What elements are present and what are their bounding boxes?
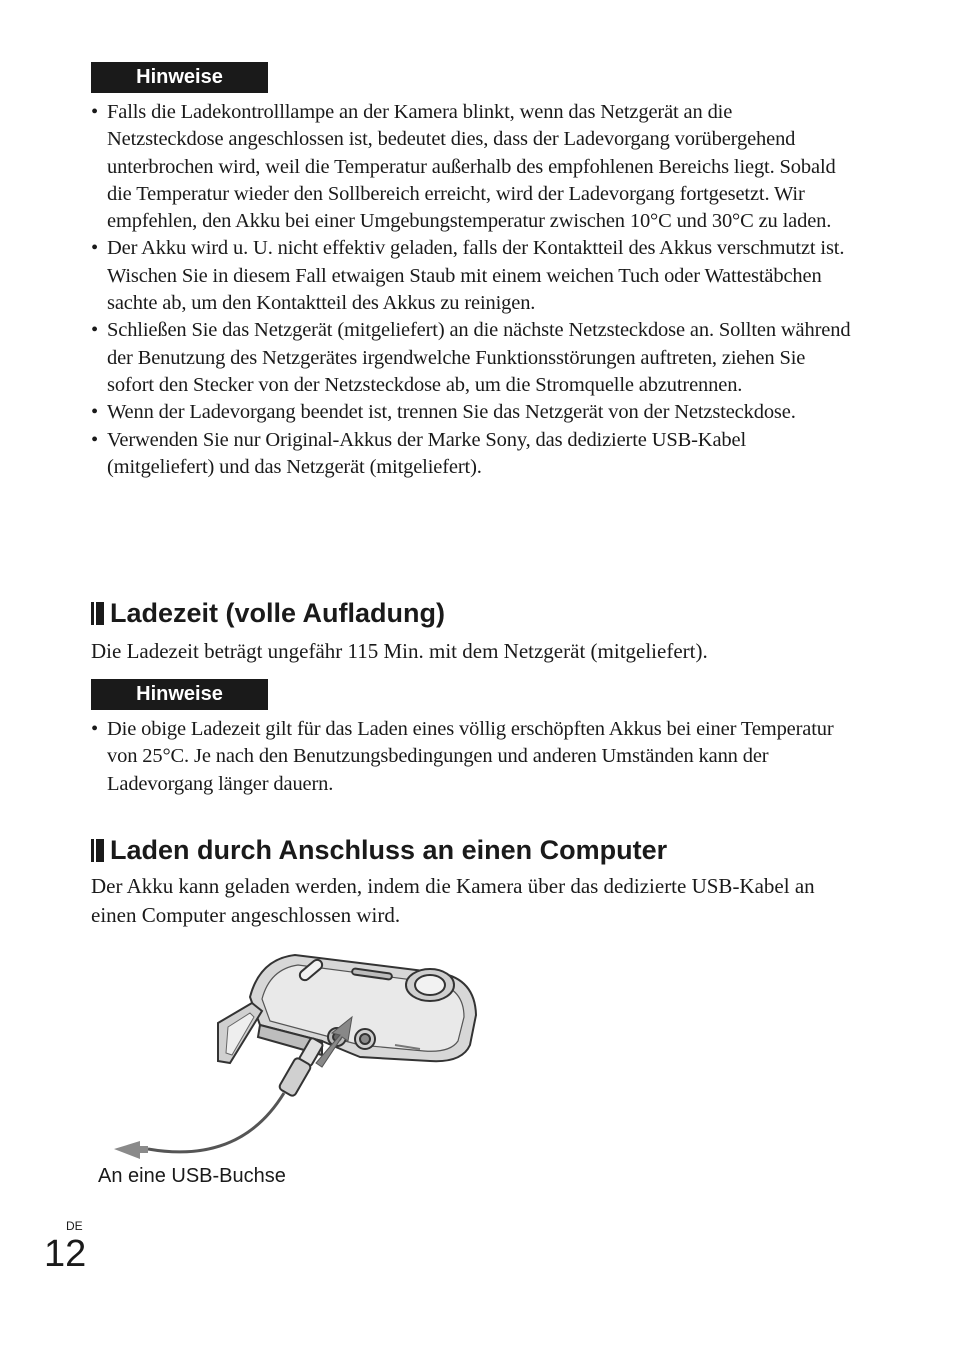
notes-badge: Hinweise <box>91 62 268 93</box>
list-item: • Falls die Ladekontrolllampe an der Kamera blinkt, wenn das Netzgerät an die Netzsteckdose angeschlossen ist, bedeutet dies, dass der Ladevorgang vorübergehend unterbrochen wird, weil die Temperatur außerhalb des empfohlenen Bereichs liegt. Sobald die Temperatur wieder den Sollbereich erreicht, wird der Ladevorgang fortgesetzt. Wir empfehlen, den Akku bei einer Umgebungstemperatur zwischen 10°C und 30°C zu laden. <box>91 99 851 235</box>
section-title: Laden durch Anschluss an einen Computer <box>110 835 668 865</box>
left-arrow-icon <box>96 1141 148 1159</box>
section-heading <box>91 834 667 866</box>
camera-usb-illustration <box>90 945 490 1165</box>
list-item: • Der Akku wird u. U. nicht effektiv geladen, falls der Kontaktteil des Akkus verschmutzt ist. Wischen Sie in diesem Fall etwaigen Staub mit einem weichen Tuch oder Wattestäbchen sachte ab, um den Kontaktteil des Akkus zu reinigen. <box>91 235 851 317</box>
list-item: • Die obige Ladezeit gilt für das Laden eines völlig erschöpften Akkus bei einer Temperatur von 25°C. Je nach den Benutzungsbedingungen und anderen Umständen kann der Ladevorgang länger dauern. <box>91 716 851 798</box>
notes-list <box>91 716 851 798</box>
language-code: DE <box>66 1219 83 1233</box>
heading-marker-icon <box>91 839 106 862</box>
section-text: Die Ladezeit beträgt ungefähr 115 Min. mit dem Netzgerät (mitgeliefert). <box>91 639 708 663</box>
figure-caption: An eine USB-Buchse <box>98 1165 286 1187</box>
notes-list <box>91 99 851 481</box>
page-number: 12 <box>44 1233 87 1275</box>
camera-icon <box>218 955 476 1063</box>
list-item: • Schließen Sie das Netzgerät (mitgeliefert) an die nächste Netzsteckdose an. Sollten während der Benutzung des Netzgerätes irgendwelche Funktionsstörungen auftreten, ziehen Sie sofort den Stecker von der Netzsteckdose ab, um die Stromquelle abzutrennen. <box>91 317 851 399</box>
section-heading <box>91 597 445 629</box>
list-item: • Wenn der Ladevorgang beendet ist, trennen Sie das Netzgerät von der Netzsteckdose. <box>91 399 851 426</box>
list-item: • Verwenden Sie nur Original-Akkus der Marke Sony, das dedizierte USB-Kabel (mitgeliefert) und das Netzgerät (mitgeliefert). <box>91 427 851 482</box>
notes-badge: Hinweise <box>91 679 268 710</box>
section-title: Ladezeit (volle Aufladung) <box>110 598 446 628</box>
section-text: Der Akku kann geladen werden, indem die Kamera über das dedizierte USB-Kabel an einen Computer angeschlossen wird. <box>91 874 815 927</box>
heading-marker-icon <box>91 602 106 625</box>
